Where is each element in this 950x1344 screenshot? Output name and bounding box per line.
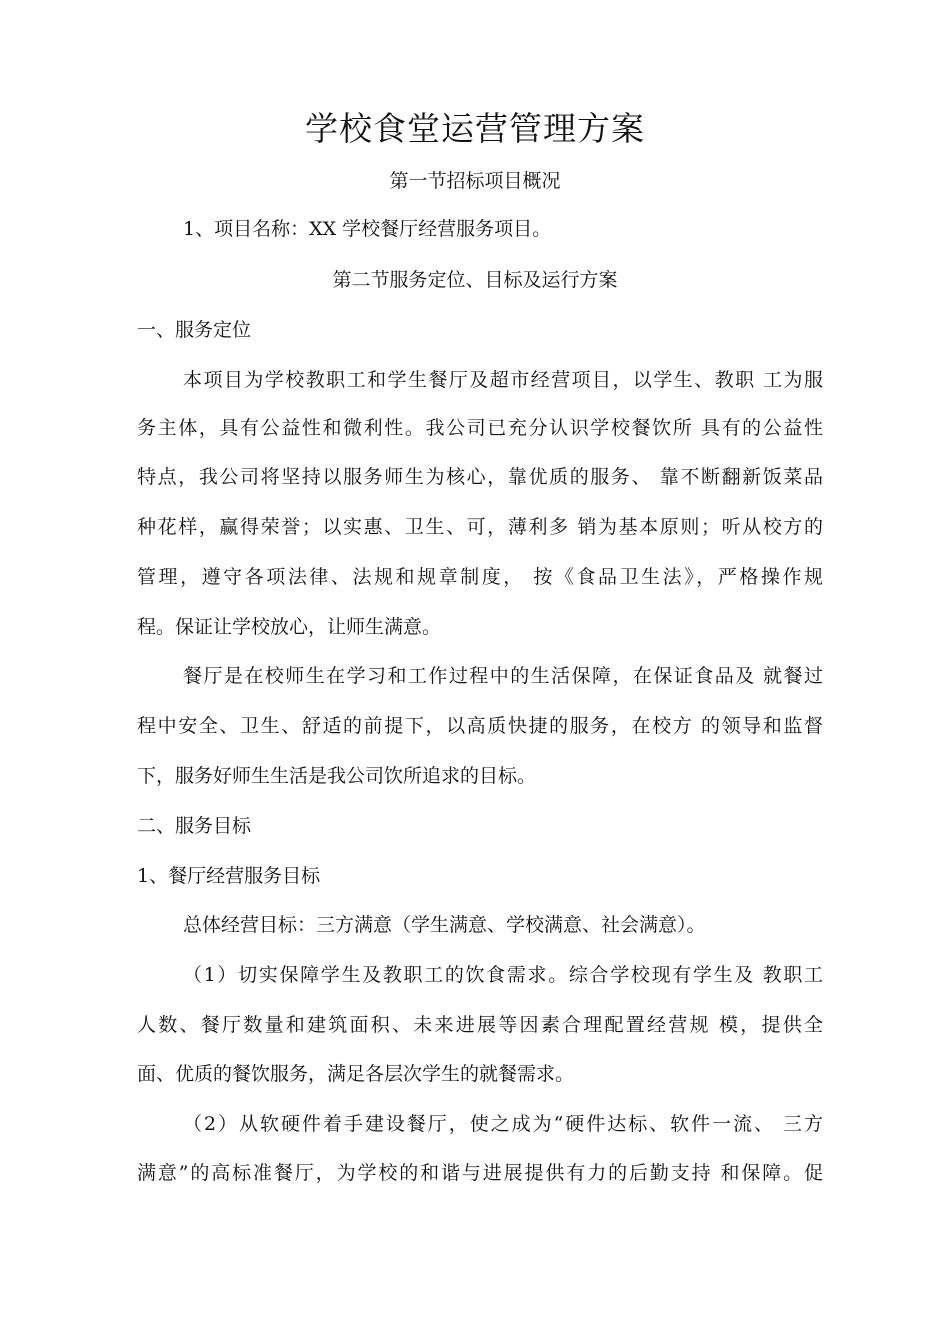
paragraph-line: 管理，遵守各项法律、法规和规章制度， 按《食品卫生法》，严格操作规: [137, 566, 823, 588]
overall-goal-line: 总体经营目标：三方满意（学生满意、学校满意、社会满意）。: [183, 914, 706, 936]
paragraph-line: 程中安全、卫生、舒适的前提下，以高质快捷的服务，在校方 的领导和监督: [137, 715, 823, 737]
list-item-line: 人数、餐厅数量和建筑面积、未来进展等因素合理配置经营规 模，提供全: [137, 1014, 823, 1036]
project-name-line: 1、项目名称：XX 学校餐厅经营服务项目。: [183, 218, 552, 240]
paragraph-line: 种花样，赢得荣誉；以实惠、卫生、可，薄利多 销为基本原则；听从校方的: [137, 516, 823, 538]
list-item-line: 面、优质的餐饮服务，满足各层次学生的就餐需求。: [137, 1063, 575, 1085]
paragraph-line: 本项目为学校教职工和学生餐厅及超市经营项目，以学生、教职 工为服: [183, 369, 823, 391]
paragraph-line: 特点，我公司将坚持以服务师生为核心，靠优质的服务、 靠不断翻新饭菜品: [137, 466, 823, 488]
paragraph-line: 下，服务好师生生活是我公司饮所追求的目标。: [137, 765, 537, 787]
section-heading-1: 第一节招标项目概况: [389, 170, 561, 192]
paragraph-line: 餐厅是在校师生在学习和工作过程中的生活保障，在保证食品及 就餐过: [183, 665, 823, 687]
sub-heading-dining-goals: 1、餐厅经营服务目标: [137, 865, 321, 887]
list-item-line: 满意”的高标准餐厅，为学校的和谐与进展提供有力的后勤支持 和保障。促: [137, 1162, 823, 1184]
paragraph-line: 务主体，具有公益性和微利性。我公司已充分认识学校餐饮所 具有的公益性: [137, 417, 823, 439]
list-item-line: （2）从软硬件着手建设餐厅，使之成为“硬件达标、软件一流、 三方: [183, 1113, 823, 1135]
paragraph-line: 程。保证让学校放心，让师生满意。: [137, 616, 442, 638]
part-heading-service-goals: 二、服务目标: [137, 815, 252, 837]
document-title: 学校食堂运营管理方案: [305, 109, 645, 148]
section-heading-2: 第二节服务定位、目标及运行方案: [332, 269, 618, 291]
part-heading-service-positioning: 一、服务定位: [137, 319, 252, 341]
list-item-line: （1）切实保障学生及教职工的饮食需求。综合学校现有学生及 教职工: [183, 964, 823, 986]
